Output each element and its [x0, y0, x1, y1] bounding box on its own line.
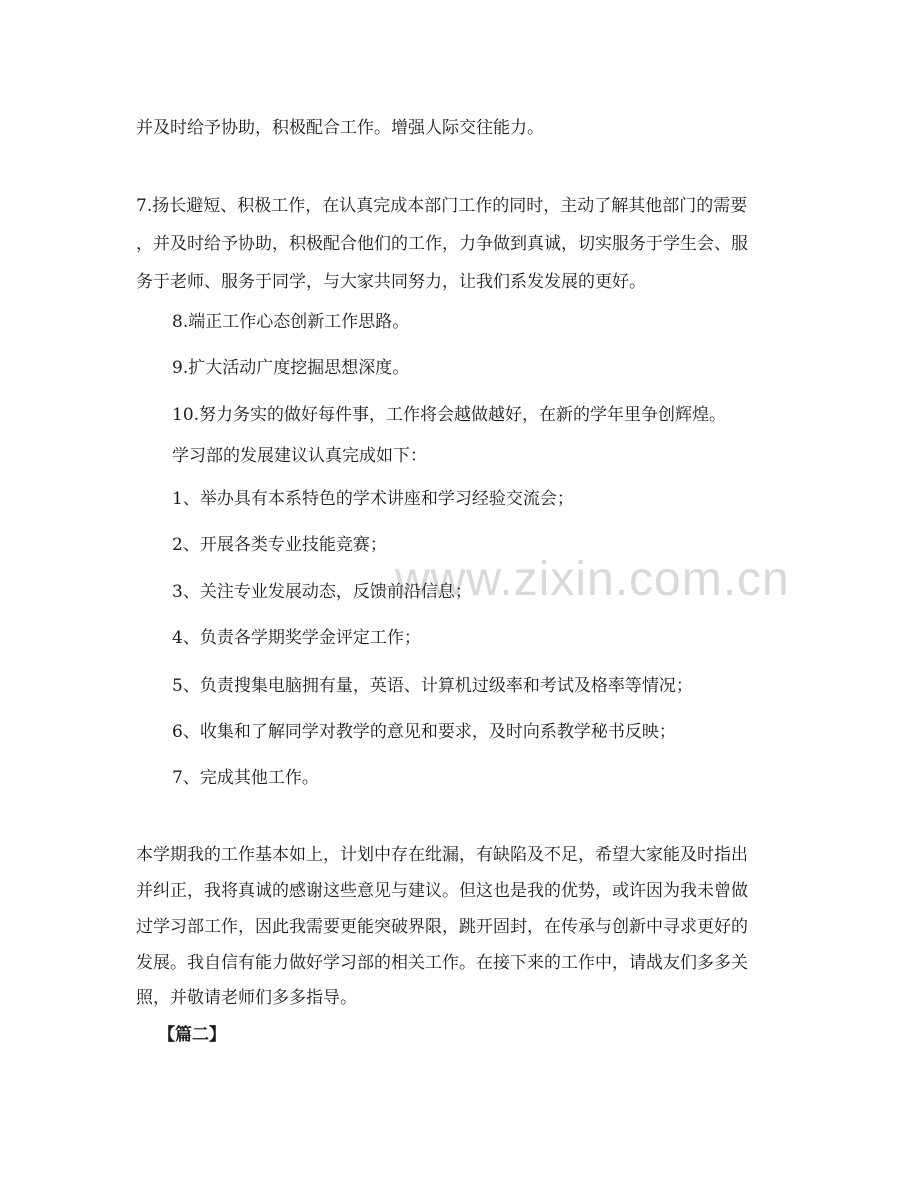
item-7-line-3: 务于老师、服务于同学，与大家共同努力，让我们系发发展的更好。	[136, 272, 646, 292]
suggestion-item: 2、开展各类专业技能竞赛；	[172, 535, 387, 555]
suggestions-intro: 学习部的发展建议认真完成如下：	[172, 446, 427, 466]
item-9: 9.扩大活动广度挖掘思想深度。	[172, 358, 410, 378]
section-heading: 【篇二】	[158, 1025, 226, 1045]
closing-line-2: 并纠正，我将真诚的感谢这些意见与建议。但这也是我的优势，或许因为我未曾做	[136, 881, 748, 901]
item-7-line-2: ，并及时给予协助，积极配合他们的工作，力争做到真诚，切实服务于学生会、服	[136, 234, 748, 254]
closing-line-3: 过学习部工作，因此我需要更能突破界限，跳开固封，在传承与创新中寻求更好的	[136, 917, 748, 937]
suggestion-item: 5、负责搜集电脑拥有量，英语、计算机过级率和考试及格率等情况；	[172, 676, 693, 696]
suggestion-item: 1、举办具有本系特色的学术讲座和学习经验交流会；	[172, 489, 574, 509]
item-10: 10.努力务实的做好每件事，工作将会越做越好，在新的学年里争创辉煌。	[172, 405, 727, 425]
item-8: 8.端正工作心态创新工作思路。	[172, 312, 410, 332]
closing-line-5: 照，并敬请老师们多多指导。	[136, 988, 357, 1008]
closing-line-1: 本学期我的工作基本如上，计划中存在纰漏，有缺陷及不足，希望大家能及时指出	[136, 845, 748, 865]
suggestion-item: 7、完成其他工作。	[172, 768, 319, 788]
suggestion-item: 6、收集和了解同学对教学的意见和要求，及时向系教学秘书反映；	[172, 722, 676, 742]
suggestion-item: 4、负责各学期奖学金评定工作；	[172, 628, 421, 648]
closing-line-4: 发展。我自信有能力做好学习部的相关工作。在接下来的工作中，请战友们多多关	[136, 953, 748, 973]
suggestion-item: 3、关注专业发展动态，反馈前沿信息；	[172, 582, 472, 602]
item-7-line-1: 7.扬长避短、积极工作，在认真完成本部门工作的同时，主动了解其他部门的需要	[136, 196, 748, 216]
paragraph-line: 并及时给予协助，积极配合工作。增强人际交往能力。	[136, 118, 544, 138]
watermark: www.zixin.com.cn	[395, 553, 790, 606]
